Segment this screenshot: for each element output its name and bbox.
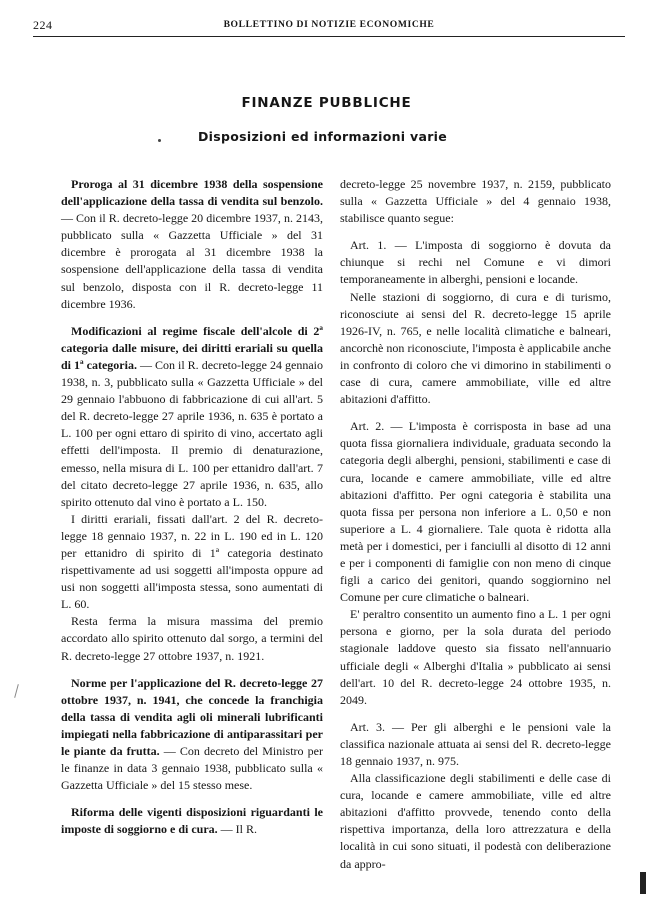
- paragraph-heading: Riforma delle vigenti disposizioni riguardanti le imposte di soggiorno e di cura.: [61, 805, 323, 837]
- paragraph: [61, 176, 323, 313]
- left-column: [61, 176, 323, 848]
- paragraph: [61, 675, 323, 795]
- paragraph-text: Resta ferma la misura massima del premio accordato allo spirito ottenuto dal sorgo, a termini del R. decreto-legge 27 ottobre 1937, n. 1921.: [61, 614, 323, 663]
- running-title: BOLLETTINO DI NOTIZIE ECONOMICHE: [223, 19, 435, 30]
- paragraph-heading: Norme per l'applicazione del R. decreto-legge 27 ottobre 1937, n. 1941, che concede la franchigia della tassa di vendita agli oli minerali lubrificanti impiegati nella fabbricazione di antiparassitari per le piante da frutta.: [61, 675, 323, 758]
- paragraph-heading: Proroga al 31 dicembre 1938 della sospensione dell'applicazione della tassa di vendita sul benzolo.: [61, 177, 323, 209]
- subsection-title: Disposizioni ed informazioni varie: [198, 129, 448, 144]
- paragraph: [61, 613, 323, 664]
- page-number: 224: [33, 18, 53, 32]
- paragraph-text: — Il R.: [217, 822, 258, 837]
- paragraph: [340, 418, 611, 606]
- header-rule: [33, 36, 625, 37]
- page-edge-mark: [640, 872, 646, 894]
- paragraph-text: — Con decreto del Ministro per le finanze in data 3 gennaio 1938, pubblicato sulla « Gazzetta Ufficiale » del 15 stesso mese.: [61, 744, 323, 793]
- paragraph-text: Art. 1. — L'imposta di soggiorno è dovuta da chiunque si rechi nel Comune e vi dimori temporaneamente in alberghi, pensioni e locande.: [340, 238, 611, 287]
- paragraph-text: Art. 2. — L'imposta è corrisposta in base ad una quota fissa giornaliera individuale, graduata secondo la categoria degli alberghi, pensioni, stabilimenti e case di cura, locande e camere ammobiliate, ville ed altre abitazioni d'affitto. Per ogni categoria è stabilita una quota fissa per persona non inferiore a L. 0,50 e non superiore a L. 4 giornaliere. Tale quota è ridotta alla metà per i domestici, per i fanciulli al disotto di 12 anni e per i componenti di famiglie con non meno di cinque figli a carico dei genitori, quando soggiornino nel Comune per cure climatiche o balneari.: [340, 419, 611, 605]
- paragraph-text: — Con il R. decreto-legge 24 gennaio 1938, n. 3, pubblicato sulla « Gazzetta Ufficiale » del 29 gennaio l'abbuono di fabbricazione di cui all'art. 5 del R. decreto-legge 27 aprile 1936, n. 635 è portato a L. 100 per ogni ettaro di spirito di vino, accertato agli effetti dell'imposta. Il premio di denaturazione, emesso, nella misura di L. 100 per ettanidro dall'art. 7 del citato decreto-legge 27 aprile 1936, n. 635, allo spirito ottenuto dal vino è portato a L. 150.: [61, 357, 324, 509]
- paragraph-text: E' peraltro consentito un aumento fino a L. 1 per ogni persona e giorno, per la sola durata del periodo stagionale laddove questo sia fissato nell'annuario ufficiale degli « Alberghi d'Italia » pubblicato ai sensi dell'art. 10 del R. decreto-legge 24 ottobre 1935, n. 2049.: [340, 607, 611, 707]
- bullet-dot: [158, 139, 161, 142]
- section-title: FINANZE PUBBLICHE: [241, 95, 412, 111]
- paragraph: [61, 804, 323, 838]
- paragraph-text: — Con il R. decreto-legge 20 dicembre 1937, n. 2143, pubblicato sulla « Gazzetta Ufficiale » del 31 dicembre è prorogata al 31 dicembre 1938 la sospensione dell'applicazione della tassa di vendita sul benzolo, disposta con il R. decreto-legge 11 dicembre 1936.: [61, 211, 323, 311]
- paragraph: [340, 237, 611, 288]
- paragraph: [61, 323, 323, 511]
- paragraph: [61, 511, 323, 614]
- paragraph-text: Nelle stazioni di soggiorno, di cura e di turismo, riconosciute ai sensi del R. decreto-legge 15 aprile 1926-IV, n. 765, e nelle località climatiche e balneari, ancorchè non riconosciute, l'imposta è applicabile anche in confronto di coloro che vi dimorino in stabilimenti o case di cura, camere ammobiliate, ville ed altre abitazioni d'affitto.: [340, 289, 611, 407]
- paragraph-text: I diritti erariali, fissati dall'art. 2 del R. decreto-legge 18 gennaio 1937, n. 22 in L. 190 ed in L. 120 per ettanidro di spirito di 1ª categoria destinato rispettivamente ad usi soggetti all'imposta oppure ad usi non soggetti all'imposta stessa, sono aumentati di L. 60.: [61, 511, 323, 612]
- paragraph-heading: Modificazioni al regime fiscale dell'alcole di 2ª categoria dalle misure, dei diritti erariali su quella di 1ª categoria.: [61, 323, 323, 372]
- right-column: [340, 176, 611, 883]
- paragraph-text: Alla classificazione degli stabilimenti e delle case di cura, locande e camere ammobiliate, ville ed altre abitazioni d'affitto provvede, tenendo conto della rispettiva importanza, della loro attrezzatura e della località in cui sono situati, il podestà con deliberazione da appro-: [340, 771, 611, 871]
- paragraph-text: Art. 3. — Per gli alberghi e le pensioni vale la classifica nazionale attuata ai sensi del R. decreto-legge 18 gennaio 1937, n. 975.: [340, 719, 611, 768]
- paragraph: [340, 606, 611, 709]
- paragraph: [340, 176, 611, 227]
- paragraph-text: decreto-legge 25 novembre 1937, n. 2159, pubblicato sulla « Gazzetta Ufficiale » del 4 gennaio 1938, stabilisce quanto segue:: [340, 177, 611, 226]
- running-header: [33, 18, 625, 32]
- margin-mark: [14, 684, 19, 698]
- paragraph: [340, 289, 611, 409]
- paragraph: [340, 719, 611, 770]
- paragraph: [340, 770, 611, 873]
